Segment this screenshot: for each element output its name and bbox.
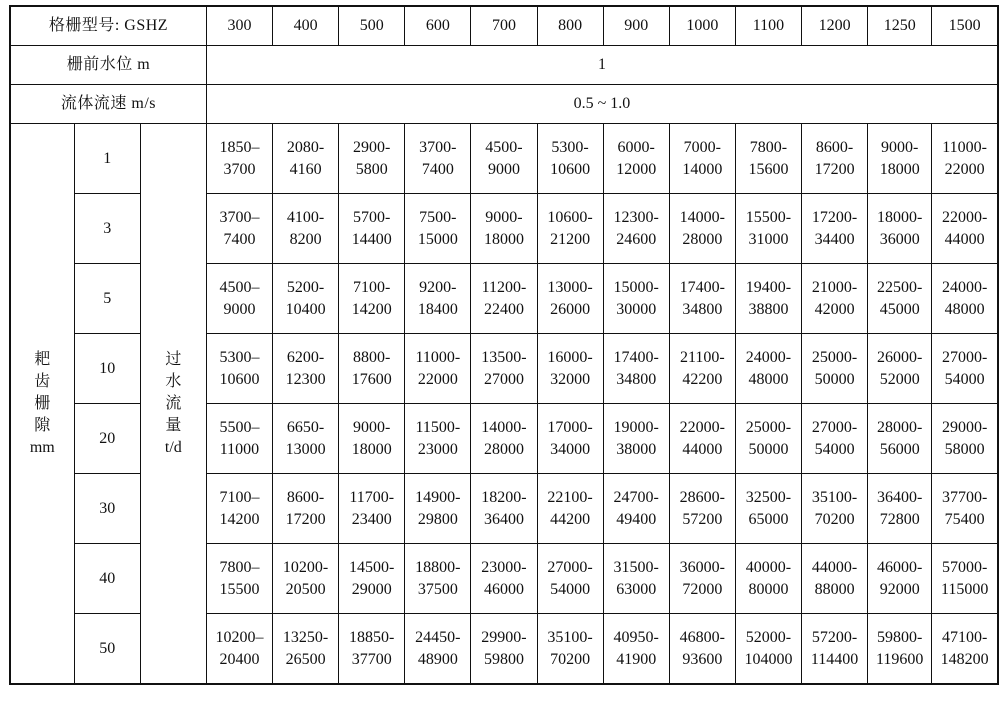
flow-capacity-cell: 7100– 14200 [206, 474, 272, 544]
flow-capacity-cell: 8600- 17200 [273, 474, 339, 544]
flow-capacity-cell: 5300- 10600 [537, 124, 603, 194]
flow-capacity-cell: 14000- 28000 [669, 194, 735, 264]
flow-capacity-cell: 46000- 92000 [868, 544, 932, 614]
gap-value-cell: 5 [74, 264, 140, 334]
flow-capacity-cell: 27000- 54000 [932, 334, 998, 404]
flow-capacity-cell: 27000- 54000 [802, 404, 868, 474]
flow-capacity-cell: 11000- 22000 [405, 334, 471, 404]
flow-capacity-cell: 3700- 7400 [405, 124, 471, 194]
header-row [10, 6, 998, 46]
flow-capacity-cell: 2080- 4160 [273, 124, 339, 194]
flow-capacity-cell: 28600- 57200 [669, 474, 735, 544]
flow-capacity-cell: 21100- 42200 [669, 334, 735, 404]
model-header-cell: 1100 [735, 6, 801, 46]
gap-value-cell: 30 [74, 474, 140, 544]
flow-capacity-cell: 11000- 22000 [932, 124, 998, 194]
flow-capacity-cell: 44000- 88000 [802, 544, 868, 614]
flow-capacity-cell: 4500– 9000 [206, 264, 272, 334]
flow-capacity-cell: 8600- 17200 [802, 124, 868, 194]
model-header-cell: 800 [537, 6, 603, 46]
flow-capacity-cell: 7500- 15000 [405, 194, 471, 264]
flow-capacity-cell: 4100- 8200 [273, 194, 339, 264]
flow-capacity-cell: 36000- 72000 [669, 544, 735, 614]
flow-capacity-cell: 6650- 13000 [273, 404, 339, 474]
flow-capacity-cell: 28000- 56000 [868, 404, 932, 474]
flow-capacity-cell: 10200– 20400 [206, 614, 272, 685]
flow-capacity-cell: 24700- 49400 [603, 474, 669, 544]
flow-capacity-cell: 32500- 65000 [735, 474, 801, 544]
flow-capacity-cell: 17400- 34800 [669, 264, 735, 334]
gap-value-cell: 3 [74, 194, 140, 264]
model-header-cell: 1200 [802, 6, 868, 46]
flow-capacity-cell: 18850- 37700 [339, 614, 405, 685]
flow-capacity-cell: 57200- 114400 [802, 614, 868, 685]
flow-rate-label-char: 流 [165, 394, 182, 412]
flow-capacity-cell: 18800- 37500 [405, 544, 471, 614]
flow-speed-value: 0.5 ~ 1.0 [206, 85, 998, 124]
rake-gap-label-char: 栅 [34, 394, 51, 412]
grille-spec-table [9, 5, 999, 685]
rake-gap-label [10, 124, 74, 685]
flow-capacity-cell: 46800- 93600 [669, 614, 735, 685]
flow-capacity-cell: 24000- 48000 [735, 334, 801, 404]
spec-table-wrapper [9, 5, 999, 685]
flow-capacity-cell: 2900- 5800 [339, 124, 405, 194]
flow-capacity-cell: 23000- 46000 [471, 544, 537, 614]
flow-capacity-cell: 11200- 22400 [471, 264, 537, 334]
water-level-value: 1 [206, 46, 998, 85]
model-header-cell: 600 [405, 6, 471, 46]
flow-capacity-cell: 29900- 59800 [471, 614, 537, 685]
flow-capacity-cell: 9000- 18000 [339, 404, 405, 474]
flow-capacity-cell: 9000- 18000 [868, 124, 932, 194]
flow-rate-label-char: t/d [164, 438, 182, 456]
flow-rate-label-char: 量 [165, 416, 182, 434]
flow-capacity-cell: 12300- 24600 [603, 194, 669, 264]
model-header-cell: 1250 [868, 6, 932, 46]
flow-capacity-cell: 16000- 32000 [537, 334, 603, 404]
model-header-cell: 1000 [669, 6, 735, 46]
flow-capacity-cell: 9200- 18400 [405, 264, 471, 334]
flow-capacity-cell: 40950- 41900 [603, 614, 669, 685]
flow-capacity-cell: 1850– 3700 [206, 124, 272, 194]
flow-rate-label-char: 水 [165, 372, 182, 390]
model-header-cell: 700 [471, 6, 537, 46]
flow-capacity-cell: 13250- 26500 [273, 614, 339, 685]
flow-capacity-cell: 17000- 34000 [537, 404, 603, 474]
flow-capacity-cell: 13500- 27000 [471, 334, 537, 404]
flow-capacity-cell: 31500- 63000 [603, 544, 669, 614]
flow-speed-row [10, 85, 998, 124]
model-header-cell: 500 [339, 6, 405, 46]
flow-capacity-cell: 47100- 148200 [932, 614, 998, 685]
flow-capacity-cell: 10600- 21200 [537, 194, 603, 264]
gap-value-cell: 1 [74, 124, 140, 194]
flow-capacity-cell: 6000- 12000 [603, 124, 669, 194]
flow-capacity-cell: 5700- 14400 [339, 194, 405, 264]
flow-capacity-cell: 25000- 50000 [735, 404, 801, 474]
flow-capacity-cell: 35100- 70200 [537, 614, 603, 685]
flow-capacity-cell: 59800- 119600 [868, 614, 932, 685]
flow-capacity-cell: 37700- 75400 [932, 474, 998, 544]
water-level-label: 栅前水位 m [10, 46, 206, 85]
gap-value-cell: 20 [74, 404, 140, 474]
table-row [10, 124, 998, 194]
flow-capacity-cell: 22100- 44200 [537, 474, 603, 544]
flow-capacity-cell: 7800– 15500 [206, 544, 272, 614]
flow-capacity-cell: 21000- 42000 [802, 264, 868, 334]
flow-capacity-cell: 19400- 38800 [735, 264, 801, 334]
flow-capacity-cell: 3700– 7400 [206, 194, 272, 264]
flow-capacity-cell: 9000- 18000 [471, 194, 537, 264]
rake-gap-label-char: mm [29, 438, 55, 456]
flow-capacity-cell: 15000- 30000 [603, 264, 669, 334]
flow-capacity-cell: 18200- 36400 [471, 474, 537, 544]
flow-rate-label [140, 124, 206, 685]
flow-capacity-cell: 10200- 20500 [273, 544, 339, 614]
flow-capacity-cell: 35100- 70200 [802, 474, 868, 544]
flow-capacity-cell: 14900- 29800 [405, 474, 471, 544]
model-header-cell: 300 [206, 6, 272, 46]
flow-capacity-cell: 17200- 34400 [802, 194, 868, 264]
rake-gap-label-char: 齿 [34, 372, 51, 390]
flow-capacity-cell: 5300– 10600 [206, 334, 272, 404]
flow-capacity-cell: 22500- 45000 [868, 264, 932, 334]
flow-capacity-cell: 40000- 80000 [735, 544, 801, 614]
model-header-cell: 1500 [932, 6, 998, 46]
water-level-row [10, 46, 998, 85]
flow-capacity-cell: 13000- 26000 [537, 264, 603, 334]
gap-value-cell: 40 [74, 544, 140, 614]
flow-capacity-cell: 25000- 50000 [802, 334, 868, 404]
flow-capacity-cell: 11700- 23400 [339, 474, 405, 544]
rake-gap-label-char: 隙 [34, 416, 51, 434]
flow-capacity-cell: 7800- 15600 [735, 124, 801, 194]
flow-capacity-cell: 7100- 14200 [339, 264, 405, 334]
flow-capacity-cell: 5200- 10400 [273, 264, 339, 334]
flow-capacity-cell: 4500- 9000 [471, 124, 537, 194]
flow-capacity-cell: 14000- 28000 [471, 404, 537, 474]
flow-capacity-cell: 52000- 104000 [735, 614, 801, 685]
flow-capacity-cell: 15500- 31000 [735, 194, 801, 264]
flow-capacity-cell: 27000- 54000 [537, 544, 603, 614]
flow-capacity-cell: 26000- 52000 [868, 334, 932, 404]
flow-capacity-cell: 17400- 34800 [603, 334, 669, 404]
flow-capacity-cell: 36400- 72800 [868, 474, 932, 544]
flow-speed-label: 流体流速 m/s [10, 85, 206, 124]
flow-capacity-cell: 57000- 115000 [932, 544, 998, 614]
flow-capacity-cell: 7000- 14000 [669, 124, 735, 194]
flow-capacity-cell: 11500- 23000 [405, 404, 471, 474]
flow-capacity-cell: 14500- 29000 [339, 544, 405, 614]
model-header-cell: 900 [603, 6, 669, 46]
flow-capacity-cell: 6200- 12300 [273, 334, 339, 404]
flow-capacity-cell: 5500– 11000 [206, 404, 272, 474]
rake-gap-label-char: 耙 [34, 350, 51, 368]
model-header-cell: 400 [273, 6, 339, 46]
flow-capacity-cell: 24000- 48000 [932, 264, 998, 334]
gap-value-cell: 10 [74, 334, 140, 404]
flow-capacity-cell: 22000- 44000 [932, 194, 998, 264]
model-label: 格栅型号: GSHZ [10, 6, 206, 46]
gap-value-cell: 50 [74, 614, 140, 685]
flow-capacity-cell: 19000- 38000 [603, 404, 669, 474]
flow-rate-label-char: 过 [165, 350, 182, 368]
flow-capacity-cell: 24450- 48900 [405, 614, 471, 685]
flow-capacity-cell: 18000- 36000 [868, 194, 932, 264]
flow-capacity-cell: 29000- 58000 [932, 404, 998, 474]
flow-capacity-cell: 8800- 17600 [339, 334, 405, 404]
flow-capacity-cell: 22000- 44000 [669, 404, 735, 474]
